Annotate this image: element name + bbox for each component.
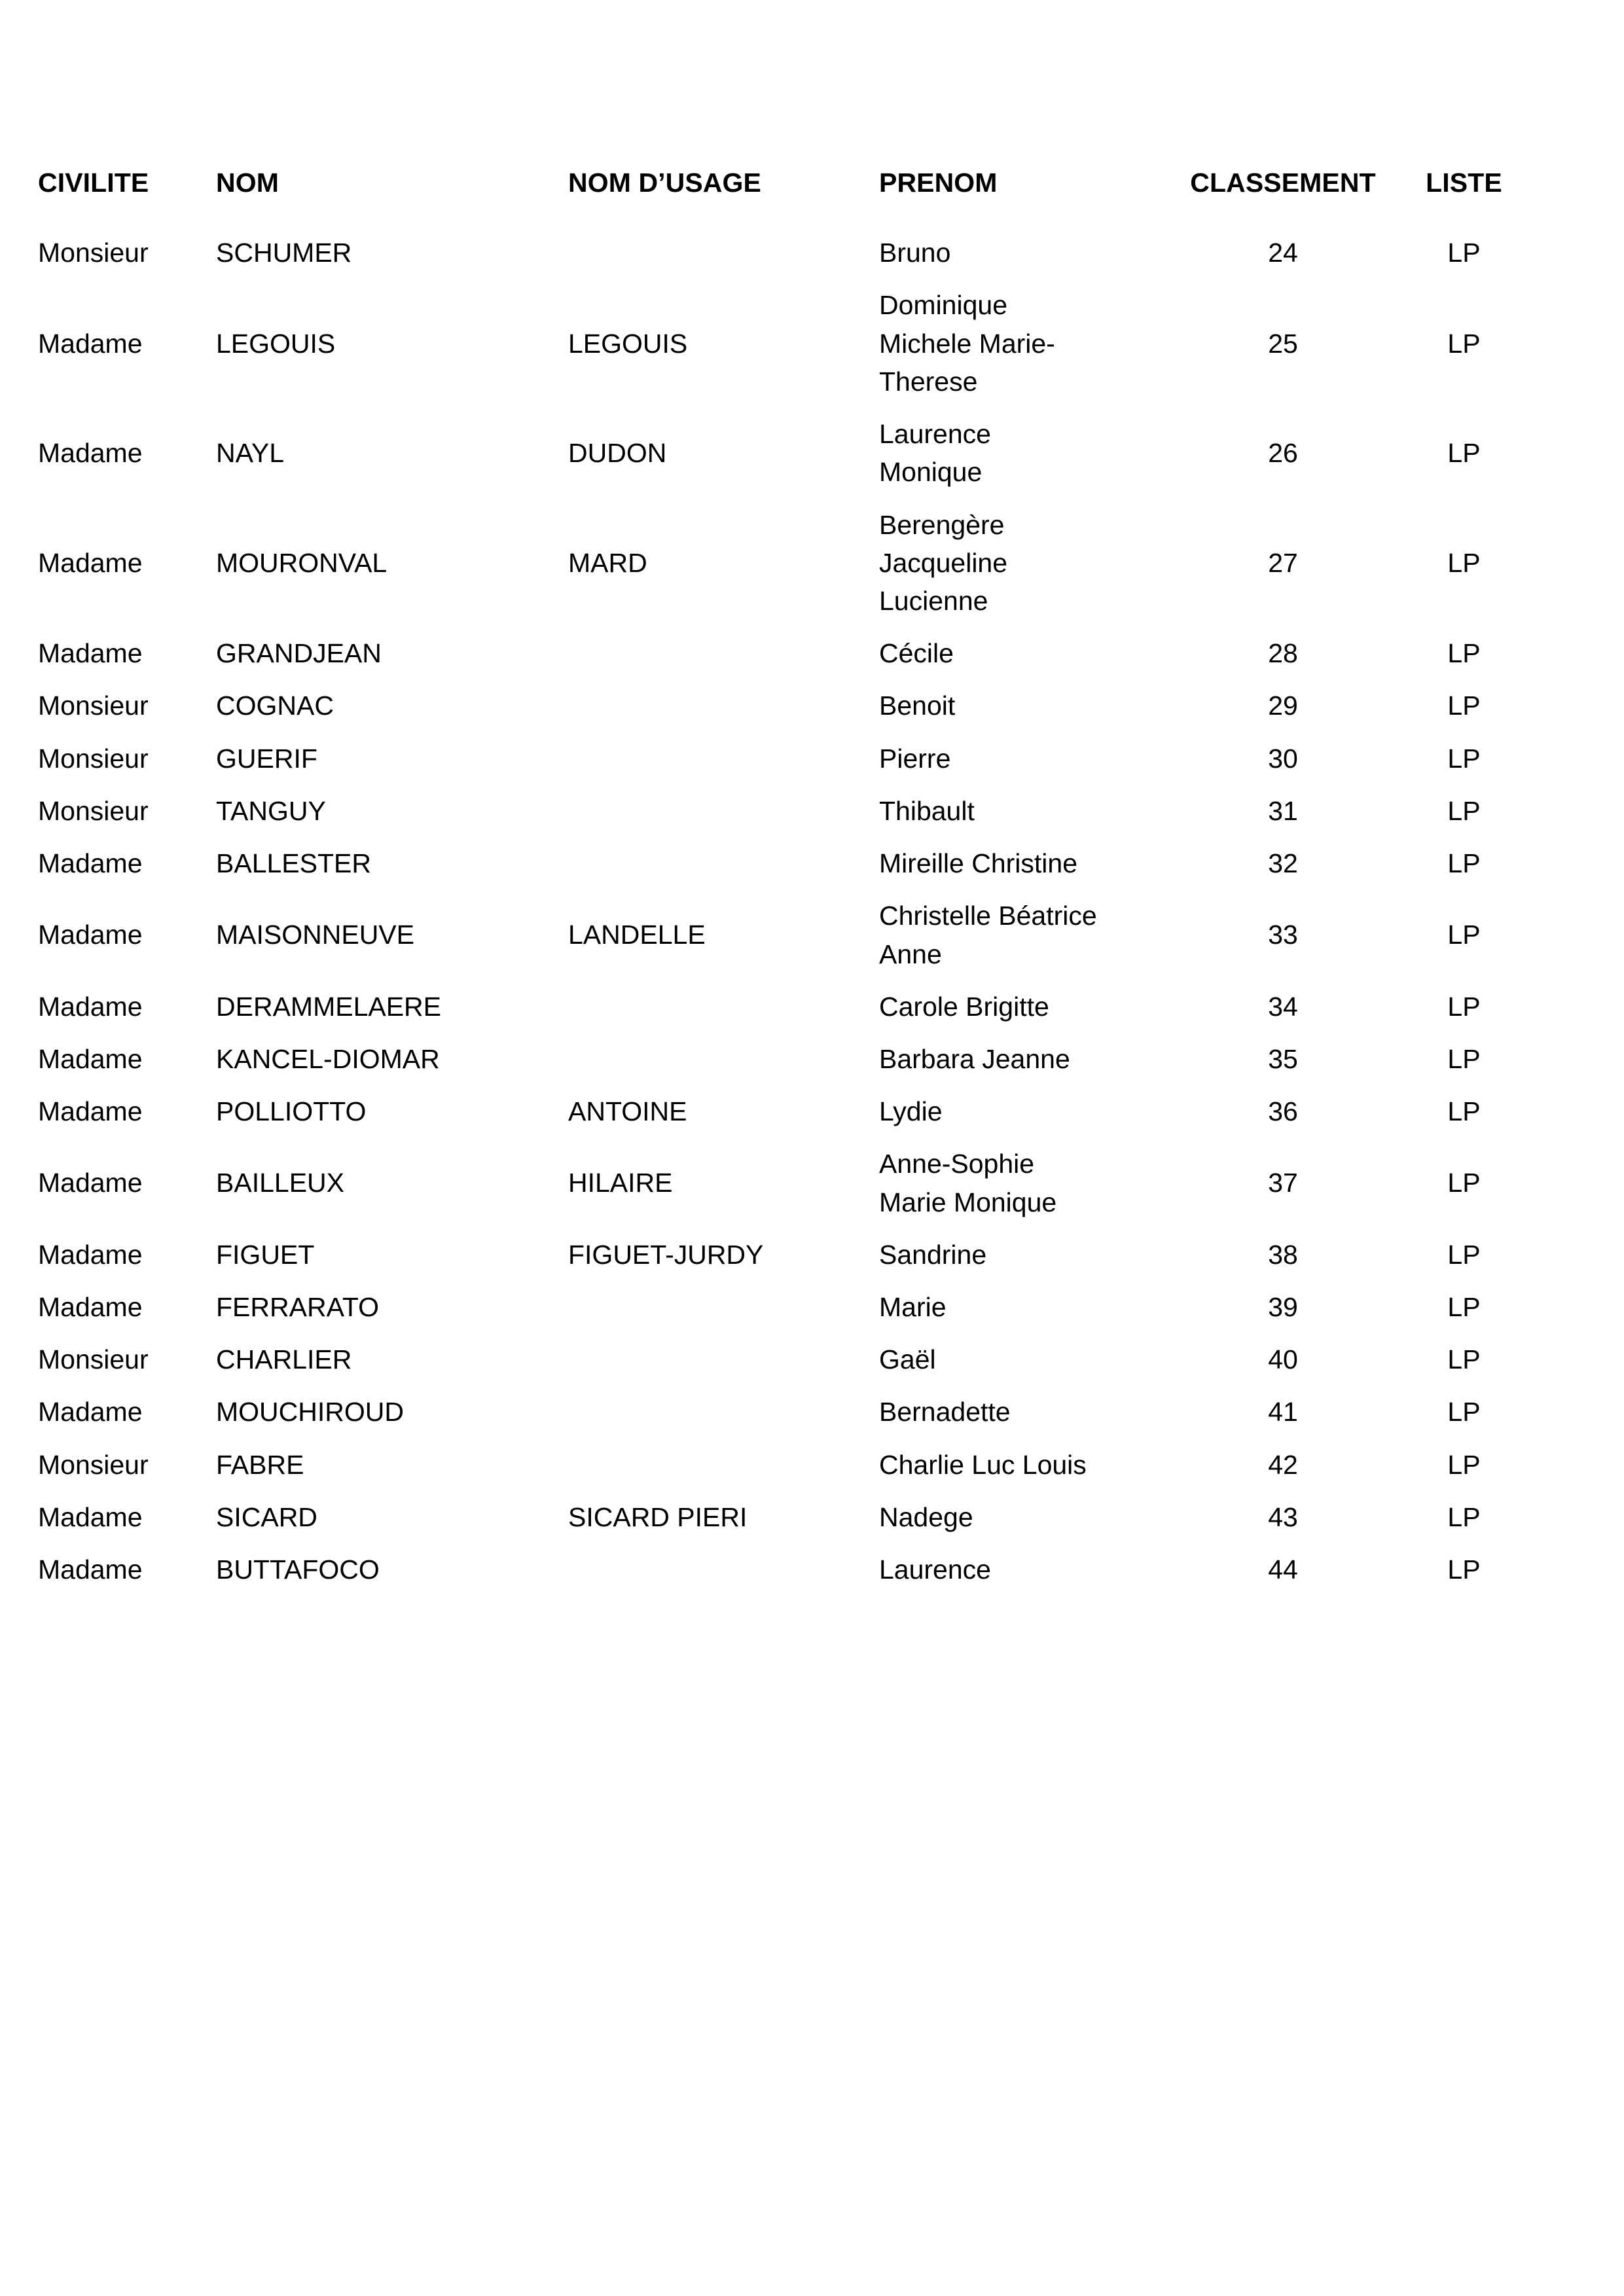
table-row (38, 785, 1537, 837)
table-row (38, 1033, 1537, 1085)
prenom-line: Lucienne (879, 585, 988, 616)
cell-classement: 30 (1268, 743, 1298, 774)
cell-liste: LP (1447, 1397, 1481, 1427)
cell-nom-usage: LEGOUIS (568, 328, 688, 359)
cell-civilite: Madame (38, 1096, 143, 1127)
cell-nom: LEGOUIS (216, 328, 336, 359)
cell-classement: 34 (1268, 991, 1298, 1022)
cell-nom-usage: DUDON (568, 438, 667, 469)
prenom-line: Sandrine (879, 1239, 987, 1270)
cell-prenom (879, 408, 1175, 498)
cell-nom: MOUCHIROUD (216, 1397, 404, 1427)
prenom-line: Gaël (879, 1344, 936, 1375)
cell-nom: BALLESTER (216, 848, 371, 879)
cell-nom-usage (568, 732, 879, 785)
cell-nom: DERAMMELAERE (216, 991, 442, 1022)
cell-classement: 32 (1268, 848, 1298, 879)
cell-prenom (879, 1491, 1175, 1543)
cell-classement: 37 (1268, 1168, 1298, 1198)
candidate-roster-table (38, 164, 1537, 1596)
cell-classement: 24 (1268, 238, 1298, 268)
cell-civilite: Madame (38, 547, 143, 578)
cell-liste: LP (1447, 438, 1481, 469)
cell-prenom (879, 627, 1175, 679)
cell-liste: LP (1447, 1501, 1481, 1532)
cell-classement: 28 (1268, 638, 1298, 669)
prenom-line: Mireille Christine (879, 848, 1078, 879)
cell-nom: POLLIOTTO (216, 1096, 367, 1127)
table-row (38, 1138, 1537, 1228)
cell-liste: LP (1447, 328, 1481, 359)
prenom-line: Nadege (879, 1501, 973, 1532)
table-header-row (38, 164, 1537, 226)
cell-classement: 29 (1268, 691, 1298, 721)
cell-civilite: Madame (38, 1043, 143, 1074)
cell-liste: LP (1447, 743, 1481, 774)
cell-liste: LP (1447, 1168, 1481, 1198)
cell-classement: 26 (1268, 438, 1298, 469)
cell-prenom (879, 1333, 1175, 1386)
cell-nom: FABRE (216, 1449, 304, 1480)
prenom-line: Lydie (879, 1096, 943, 1127)
cell-civilite: Monsieur (38, 691, 149, 721)
cell-prenom (879, 679, 1175, 732)
table-row (38, 1085, 1537, 1138)
cell-nom: MAISONNEUVE (216, 920, 414, 950)
prenom-line: Cécile (879, 638, 954, 669)
cell-nom-usage (568, 1386, 879, 1438)
prenom-line: Thibault (879, 795, 975, 826)
cell-nom-usage: MARD (568, 547, 647, 578)
prenom-line: Anne-Sophie (879, 1149, 1035, 1179)
table-row (38, 732, 1537, 785)
cell-prenom (879, 1386, 1175, 1438)
cell-liste: LP (1447, 1239, 1481, 1270)
cell-prenom (879, 1033, 1175, 1085)
cell-classement: 38 (1268, 1239, 1298, 1270)
table-row (38, 1543, 1537, 1596)
table-row (38, 980, 1537, 1033)
cell-liste: LP (1447, 1096, 1481, 1127)
cell-classement: 25 (1268, 328, 1298, 359)
cell-liste: LP (1447, 1344, 1481, 1375)
cell-civilite: Madame (38, 1239, 143, 1270)
prenom-line: Charlie Luc Louis (879, 1449, 1087, 1480)
cell-civilite: Madame (38, 1292, 143, 1323)
cell-liste: LP (1447, 691, 1481, 721)
cell-classement: 39 (1268, 1292, 1298, 1323)
cell-nom-usage (568, 980, 879, 1033)
cell-civilite: Madame (38, 438, 143, 469)
prenom-line: Michele Marie- (879, 328, 1055, 359)
prenom-line: Marie Monique (879, 1187, 1057, 1217)
cell-nom: GUERIF (216, 743, 317, 774)
prenom-line: Benoit (879, 691, 956, 721)
prenom-line: Marie (879, 1292, 947, 1323)
cell-classement: 43 (1268, 1501, 1298, 1532)
cell-nom: FERRARATO (216, 1292, 380, 1323)
prenom-line: Bernadette (879, 1397, 1011, 1427)
cell-classement: 40 (1268, 1344, 1298, 1375)
cell-prenom (879, 837, 1175, 889)
table-row (38, 1281, 1537, 1333)
cell-prenom (879, 279, 1175, 408)
cell-civilite: Madame (38, 848, 143, 879)
table-row (38, 499, 1537, 628)
cell-classement: 35 (1268, 1043, 1298, 1074)
prenom-line: Jacqueline (879, 547, 1008, 578)
column-header-classement: CLASSEMENT (1190, 168, 1376, 198)
cell-nom-usage: FIGUET-JURDY (568, 1239, 764, 1270)
cell-prenom (879, 1439, 1175, 1491)
table-row (38, 1491, 1537, 1543)
cell-nom: CHARLIER (216, 1344, 352, 1375)
cell-civilite: Madame (38, 1554, 143, 1585)
cell-civilite: Madame (38, 638, 143, 669)
cell-prenom (879, 1543, 1175, 1596)
table-row (38, 627, 1537, 679)
cell-prenom (879, 1281, 1175, 1333)
cell-prenom (879, 785, 1175, 837)
prenom-line: Dominique (879, 290, 1007, 321)
cell-nom: MOURONVAL (216, 547, 388, 578)
prenom-line: Therese (879, 366, 978, 397)
column-header-nom: NOM (216, 168, 279, 198)
cell-prenom (879, 1138, 1175, 1228)
prenom-line: Christelle Béatrice (879, 901, 1097, 931)
prenom-line: Monique (879, 457, 983, 488)
cell-nom: BUTTAFOCO (216, 1554, 380, 1585)
cell-liste: LP (1447, 547, 1481, 578)
cell-prenom (879, 1085, 1175, 1138)
column-header-prenom: PRENOM (879, 168, 998, 198)
cell-nom-usage: HILAIRE (568, 1168, 673, 1198)
cell-nom-usage (568, 1333, 879, 1386)
cell-prenom (879, 980, 1175, 1033)
cell-liste: LP (1447, 1449, 1481, 1480)
cell-civilite: Madame (38, 1168, 143, 1198)
cell-nom-usage: SICARD PIERI (568, 1501, 748, 1532)
prenom-line: Laurence (879, 1554, 991, 1585)
cell-liste: LP (1447, 991, 1481, 1022)
cell-nom-usage (568, 1033, 879, 1085)
cell-liste: LP (1447, 1292, 1481, 1323)
cell-nom-usage (568, 785, 879, 837)
cell-classement: 27 (1268, 547, 1298, 578)
cell-liste: LP (1447, 848, 1481, 879)
prenom-line: Berengère (879, 509, 1005, 540)
column-header-liste: LISTE (1426, 168, 1502, 198)
cell-nom: GRANDJEAN (216, 638, 382, 669)
table-row (38, 1333, 1537, 1386)
table-row (38, 1386, 1537, 1438)
cell-civilite: Madame (38, 1397, 143, 1427)
table-row (38, 408, 1537, 498)
cell-classement: 33 (1268, 920, 1298, 950)
cell-classement: 44 (1268, 1554, 1298, 1585)
table-row (38, 1439, 1537, 1491)
table-row (38, 679, 1537, 732)
prenom-line: Anne (879, 939, 942, 969)
cell-nom-usage (568, 837, 879, 889)
cell-nom: NAYL (216, 438, 285, 469)
cell-nom-usage (568, 1543, 879, 1596)
prenom-line: Barbara Jeanne (879, 1043, 1070, 1074)
cell-civilite: Madame (38, 328, 143, 359)
cell-civilite: Monsieur (38, 238, 149, 268)
cell-nom: FIGUET (216, 1239, 315, 1270)
cell-prenom (879, 1229, 1175, 1281)
cell-prenom (879, 889, 1175, 980)
cell-nom-usage (568, 226, 879, 279)
cell-liste: LP (1447, 795, 1481, 826)
cell-classement: 36 (1268, 1096, 1298, 1127)
table-row (38, 1229, 1537, 1281)
cell-liste: LP (1447, 1043, 1481, 1074)
prenom-line: Bruno (879, 238, 951, 268)
table-row (38, 226, 1537, 279)
cell-nom-usage: LANDELLE (568, 920, 706, 950)
table-header (38, 164, 1537, 226)
cell-civilite: Madame (38, 920, 143, 950)
cell-liste: LP (1447, 238, 1481, 268)
cell-liste: LP (1447, 1554, 1481, 1585)
cell-nom-usage (568, 627, 879, 679)
column-header-civilite: CIVILITE (38, 168, 149, 198)
cell-nom: SCHUMER (216, 238, 352, 268)
cell-nom-usage (568, 1439, 879, 1491)
prenom-line: Laurence (879, 419, 991, 450)
table-body (38, 226, 1537, 1596)
cell-liste: LP (1447, 638, 1481, 669)
cell-nom-usage: ANTOINE (568, 1096, 687, 1127)
cell-civilite: Madame (38, 1501, 143, 1532)
cell-prenom (879, 499, 1175, 628)
cell-civilite: Monsieur (38, 795, 149, 826)
cell-nom: TANGUY (216, 795, 326, 826)
cell-nom-usage (568, 679, 879, 732)
cell-prenom (879, 732, 1175, 785)
cell-liste: LP (1447, 920, 1481, 950)
cell-classement: 42 (1268, 1449, 1298, 1480)
cell-nom: BAILLEUX (216, 1168, 344, 1198)
cell-civilite: Monsieur (38, 1344, 149, 1375)
table-row (38, 279, 1537, 408)
cell-prenom (879, 226, 1175, 279)
prenom-line: Pierre (879, 743, 951, 774)
cell-nom: SICARD (216, 1501, 317, 1532)
cell-classement: 31 (1268, 795, 1298, 826)
cell-classement: 41 (1268, 1397, 1298, 1427)
table-row (38, 889, 1537, 980)
cell-civilite: Monsieur (38, 743, 149, 774)
cell-nom: KANCEL-DIOMAR (216, 1043, 440, 1074)
table-row (38, 837, 1537, 889)
cell-civilite: Monsieur (38, 1449, 149, 1480)
column-header-nom-usage: NOM D’USAGE (568, 168, 761, 198)
prenom-line: Carole Brigitte (879, 991, 1049, 1022)
cell-civilite: Madame (38, 991, 143, 1022)
cell-nom: COGNAC (216, 691, 334, 721)
cell-nom-usage (568, 1281, 879, 1333)
